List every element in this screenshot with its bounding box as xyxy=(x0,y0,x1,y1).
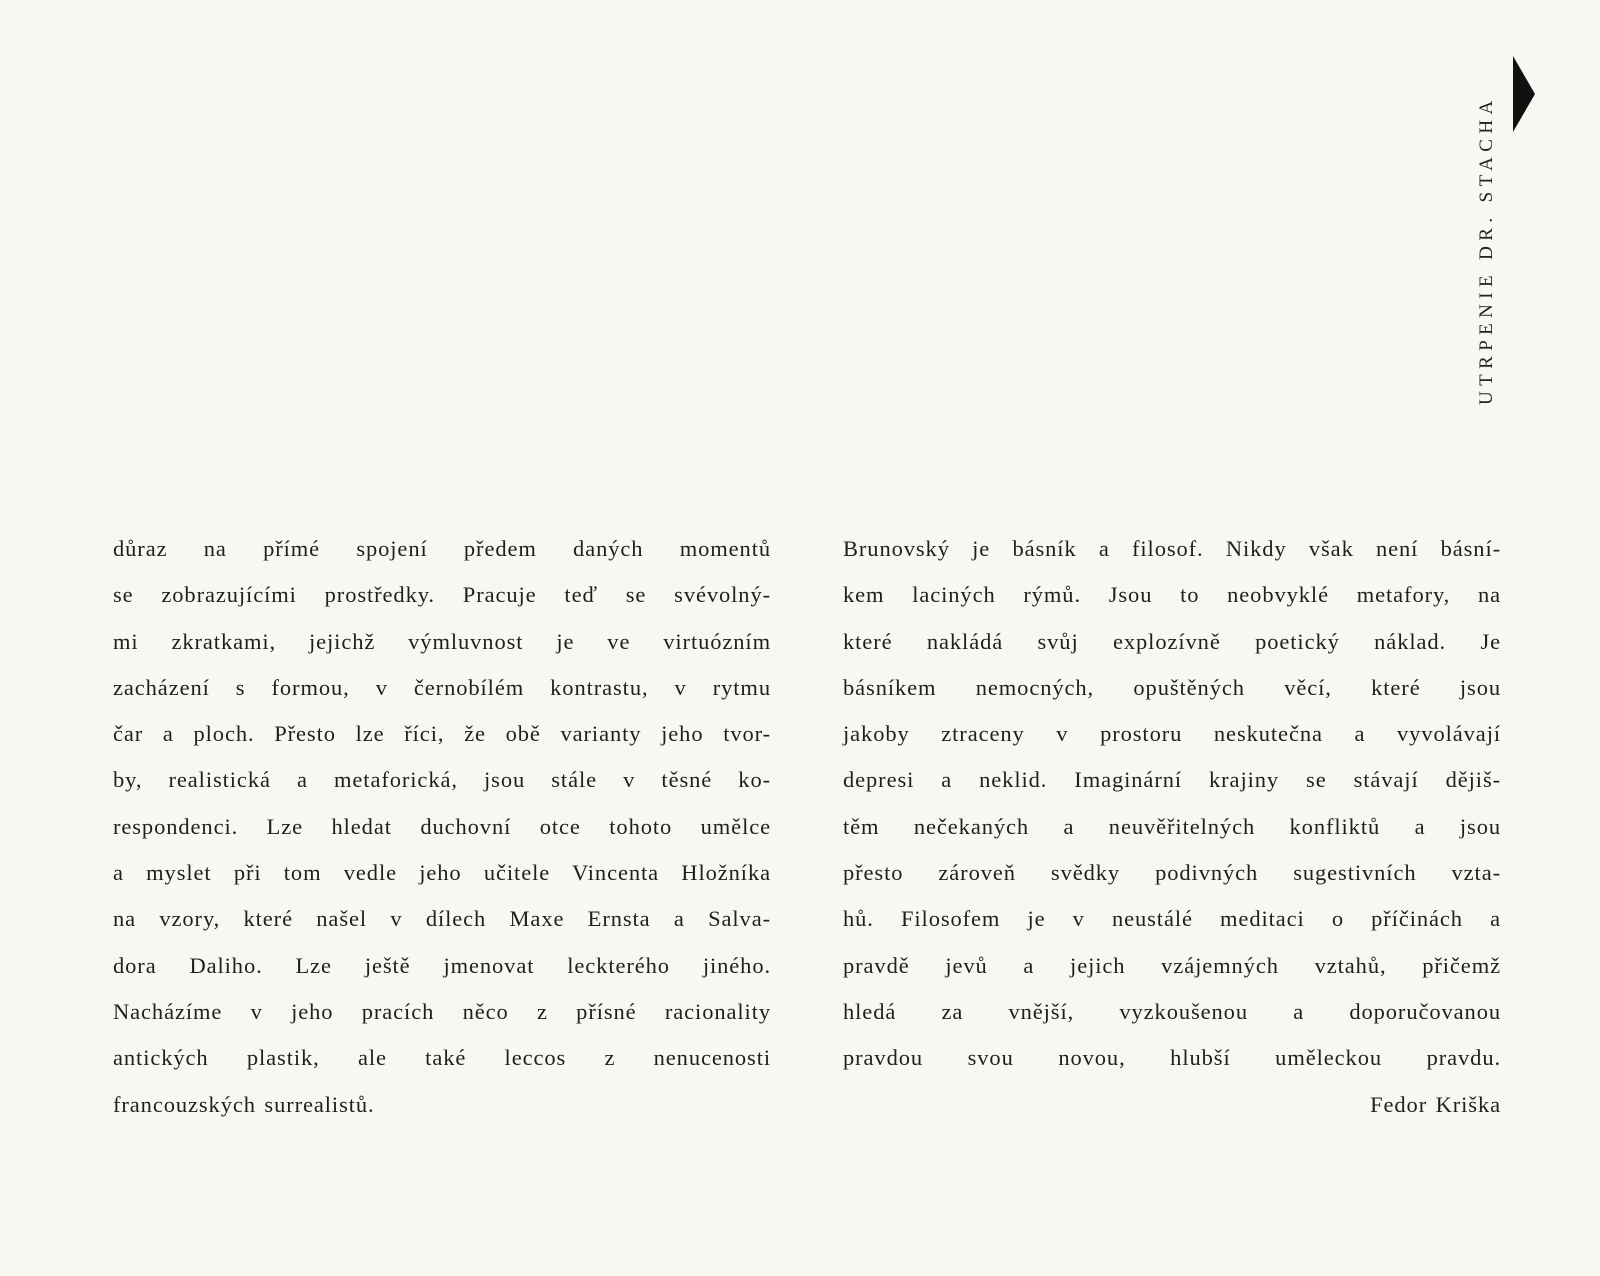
text-line: dora Daliho. Lze ještě jmenovat leckterého jiného. xyxy=(113,952,771,978)
text-line: antických plastik, ale také leccos z nenucenosti xyxy=(113,1045,771,1071)
text-line: Nacházíme v jeho pracích něco z přísné racionality xyxy=(113,998,771,1024)
text-line: čar a ploch. Přesto lze říci, že obě varianty jeho tvor- xyxy=(113,721,771,747)
text-line: básníkem nemocných, opuštěných věcí, které jsou xyxy=(843,674,1501,700)
text-line: respondenci. Lze hledat duchovní otce tohoto umělce xyxy=(113,813,771,839)
text-line: na vzory, které našel v dílech Maxe Ernsta a Salva- xyxy=(113,906,771,932)
text-line: důraz na přímé spojení předem daných momentů xyxy=(113,536,771,561)
running-head: UTRPENIE DR. STACHA xyxy=(1476,95,1497,405)
text-line: depresi a neklid. Imaginární krajiny se stávají dějiš- xyxy=(843,767,1501,793)
text-line: které nakládá svůj explozívně poetický náklad. Je xyxy=(843,628,1501,654)
text-line: pravdě jevů a jejich vzájemných vztahů, přičemž xyxy=(843,952,1501,978)
text-line: těm nečekaných a neuvěřitelných konfliktů a jsou xyxy=(843,813,1501,839)
text-line: a myslet při tom vedle jeho učitele Vincenta Hložníka xyxy=(113,860,771,886)
text-line: zacházení s formou, v černobílém kontrastu, v rytmu xyxy=(113,674,771,700)
text-line: hledá za vnější, vyzkoušenou a doporučovanou xyxy=(843,998,1501,1024)
text-line: pravdou svou novou, hlubší uměleckou pravdu. xyxy=(843,1045,1501,1071)
left-text-column xyxy=(113,526,771,1128)
right-text-column xyxy=(843,526,1501,1128)
text-line: přesto zároveň svědky podivných sugestivních vzta- xyxy=(843,860,1501,886)
text-line: mi zkratkami, jejichž výmluvnost je ve virtuózním xyxy=(113,628,771,654)
text-line: hů. Filosofem je v neustálé meditaci o příčinách a xyxy=(843,906,1501,932)
triangle-right-marker-icon xyxy=(1513,56,1535,132)
author-signature: Fedor Kriška xyxy=(1370,1091,1501,1117)
text-line: by, realistická a metaforická, jsou stále v těsné ko- xyxy=(113,767,771,793)
text-line: francouzských surrealistů. xyxy=(113,1091,375,1117)
text-line: jakoby ztraceny v prostoru neskutečna a vyvolávají xyxy=(843,721,1501,747)
text-line: Brunovský je básník a filosof. Nikdy však není básní- xyxy=(843,536,1501,561)
text-line: se zobrazujícími prostředky. Pracuje teď se svévolný- xyxy=(113,582,771,608)
text-line: kem laciných rýmů. Jsou to neobvyklé metafory, na xyxy=(843,582,1501,608)
